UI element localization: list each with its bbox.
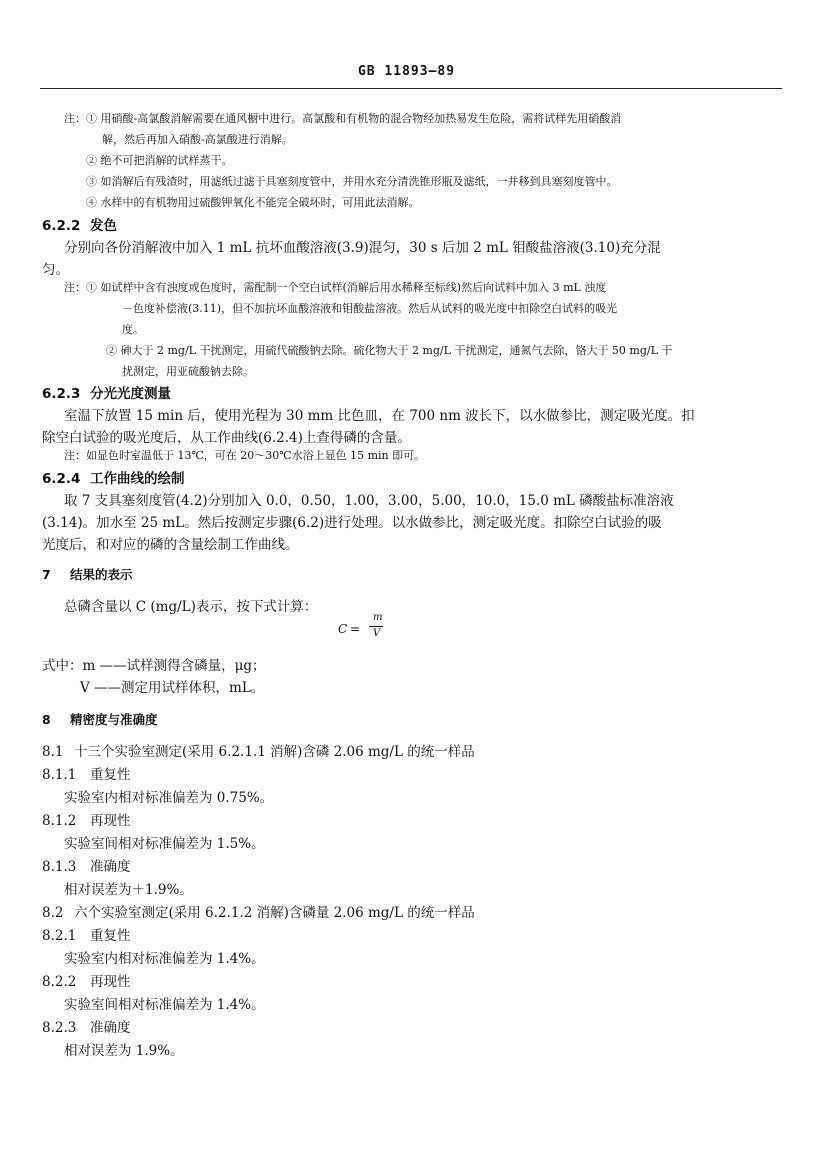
body-line: 除空白试验的吸光度后，从工作曲线(6.2.4)上查得磷的含量。 <box>42 430 411 446</box>
note-line: 扰测定，用亚硫酸钠去除。 <box>122 365 254 378</box>
list-item: 8.1.1 重复性 <box>42 767 131 783</box>
note-line: ③ 如消解后有残渣时，用滤纸过滤于具塞刻度管中，并用水充分清洗锥形瓶及滤纸，一并移到具塞刻度管中。 <box>86 175 618 188</box>
note-line: 度。 <box>122 323 144 336</box>
list-item: 实验室内相对标准偏差为 0.75%。 <box>64 790 274 806</box>
formula-denominator: V <box>373 628 381 639</box>
list-item: 8.2.2 再现性 <box>42 974 131 990</box>
list-item: 8.2.3 准确度 <box>42 1020 131 1036</box>
list-item: 实验室间相对标准偏差为 1.4%。 <box>64 997 265 1013</box>
list-item: 8.2.1 重复性 <box>42 928 131 944</box>
formula-definition: 式中：m ——试样测得含磷量，μg； <box>42 658 266 674</box>
list-item: 相对误差为 1.9%。 <box>64 1043 184 1059</box>
body-line: 光度后，和对应的磷的含量绘制工作曲线。 <box>42 537 299 553</box>
list-item: 实验室间相对标准偏差为 1.5%。 <box>64 836 265 852</box>
standard-number-header: GB 11893—89 <box>357 64 456 79</box>
header-rule <box>40 88 782 89</box>
list-item: 8.1.2 再现性 <box>42 813 131 829</box>
body-line: (3.14)。加水至 25 mL。然后按测定步骤(6.2)进行处理。以水做参比，测定吸光度。扣除空白试验的吸 <box>42 515 662 531</box>
formula-lhs: C <box>338 622 348 636</box>
fraction-bar <box>369 626 383 627</box>
formula-equals: = <box>350 622 361 636</box>
body-line: 取 7 支具塞刻度管(4.2)分别加入 0.0，0.50，1.00，3.00，5.00，10.0，15.0 mL 磷酸盐标准溶液 <box>64 493 674 509</box>
note-line: 注：① 用硝酸-高氯酸消解需要在通风橱中进行。高氯酸和有机物的混合物经加热易发生危险，需将试样先用硝酸消 <box>64 112 622 125</box>
formula-definition: V ——测定用试样体积，mL。 <box>80 680 265 696</box>
note-line: ② 砷大于 2 mg/L 干扰测定，用硫代硫酸钠去除。硫化物大于 2 mg/L 干扰测定，通氮气去除，铬大于 50 mg/L 干 <box>106 344 673 357</box>
note-line: ② 绝不可把消解的试样蒸干。 <box>86 154 233 167</box>
section-heading-7: 7 结果的表示 <box>42 567 133 582</box>
list-item: 8.1 十三个实验室测定(采用 6.2.1.1 消解)含磷 2.06 mg/L 的统一样品 <box>42 744 475 760</box>
list-item: 8.2 六个实验室测定(采用 6.2.1.2 消解)含磷量 2.06 mg/L 的统一样品 <box>42 905 475 921</box>
list-item: 相对误差为＋1.9%。 <box>64 882 193 898</box>
note-line: －色度补偿液(3.11)，但不加抗坏血酸溶液和钼酸盐溶液。然后从试料的吸光度中扣除空白试料的吸光 <box>122 302 618 315</box>
note-line: 解，然后再加入硝酸-高氯酸进行消解。 <box>102 133 293 146</box>
section-heading-6-2-4: 6.2.4 工作曲线的绘制 <box>42 471 185 487</box>
body-line: 总磷含量以 C (mg/L)表示，按下式计算： <box>64 599 318 615</box>
formula-numerator: m <box>373 612 383 623</box>
body-line: 分别向各份消解液中加入 1 mL 抗坏血酸溶液(3.9)混匀，30 s 后加 2 mL 钼酸盐溶液(3.10)充分混 <box>64 240 661 256</box>
section-heading-6-2-3: 6.2.3 分光光度测量 <box>42 386 171 402</box>
note-line: 注：① 如试样中含有浊度或色度时，需配制一个空白试样(消解后用水稀释至标线)然后向试料中加入 3 mL 浊度 <box>64 281 607 294</box>
body-line: 室温下放置 15 min 后，使用光程为 30 mm 比色皿，在 700 nm 波长下，以水做参比，测定吸光度。扣 <box>64 408 695 424</box>
section-heading-6-2-2: 6.2.2 发色 <box>42 218 117 234</box>
list-item: 8.1.3 准确度 <box>42 859 131 875</box>
list-item: 实验室内相对标准偏差为 1.4%。 <box>64 951 265 967</box>
body-line: 匀。 <box>42 262 69 278</box>
note-line: 注：如显色时室温低于 13℃，可在 20～30℃水浴上显色 15 min 即可。 <box>64 449 426 462</box>
section-heading-8: 8 精密度与准确度 <box>42 712 158 727</box>
note-line: ④ 水样中的有机物用过硫酸钾氧化不能完全破坏时，可用此法消解。 <box>86 196 420 209</box>
